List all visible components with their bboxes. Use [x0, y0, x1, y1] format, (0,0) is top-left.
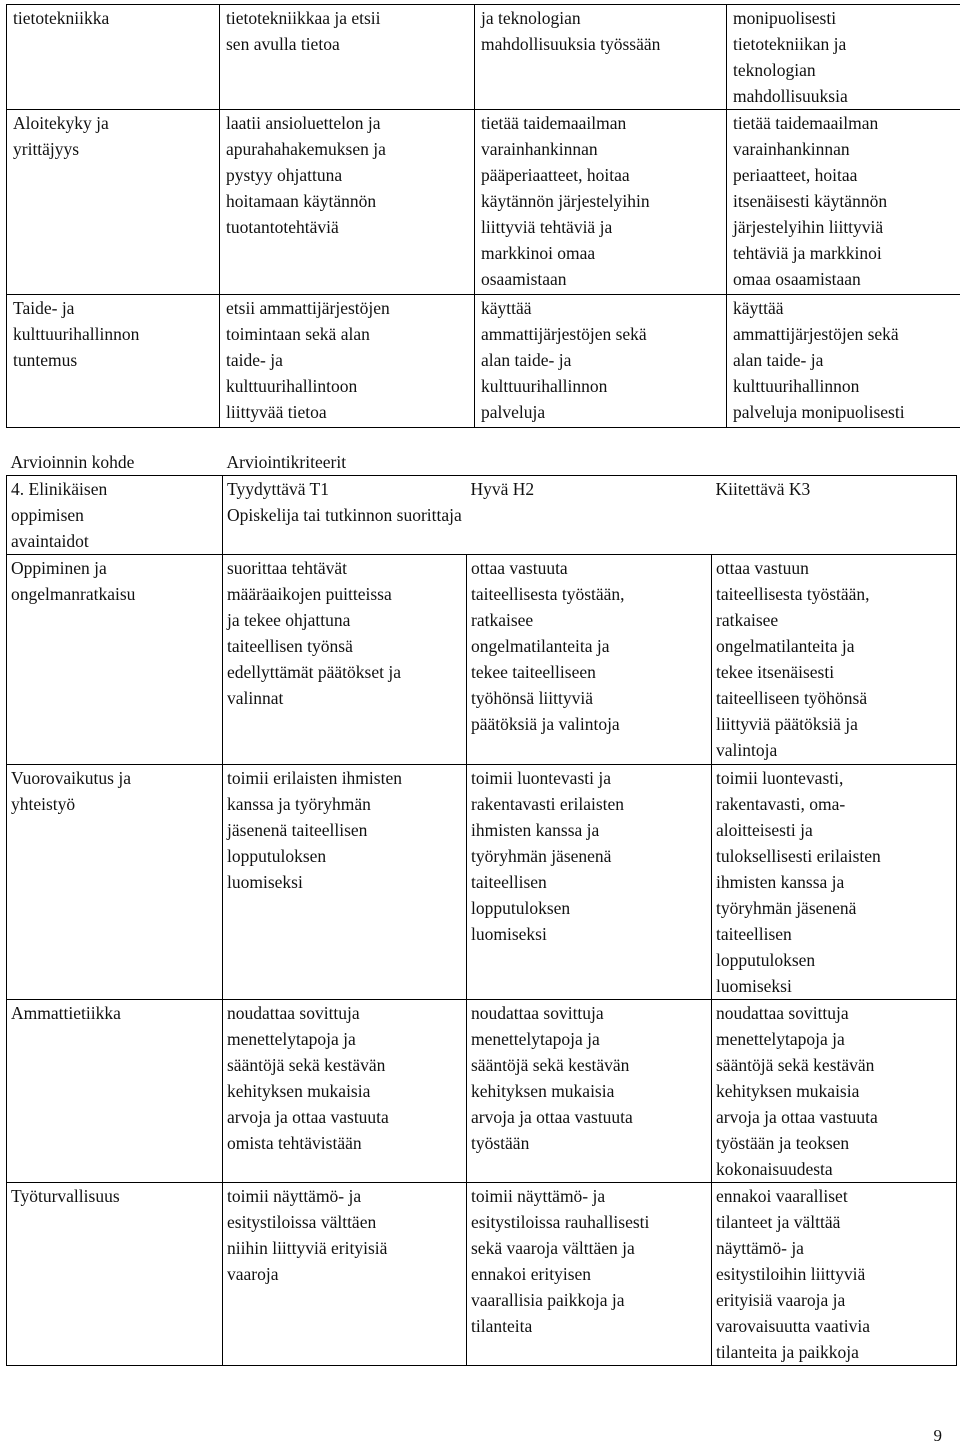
criteria-cell-k3: monipuolisesti tietotekniikan ja teknologian mahdollisuuksia [727, 5, 960, 110]
row-target-cell: tietotekniikka [7, 5, 220, 110]
table-row [7, 765, 957, 1000]
criteria-cell-t1: tietotekniikkaa ja etsii sen avulla tietoa [220, 5, 475, 110]
criteria-cell-t1: toimii erilaisten ihmisten kanssa ja työryhmän jäsenenä taiteellisen lopputuloksen luomiseksi [223, 765, 467, 1000]
criteria-cell-t1: suorittaa tehtävät määräaikojen puitteissa ja tekee ohjattuna taiteellisen työnsä edellyttämät päätökset ja valinnat [223, 555, 467, 765]
grade-k3-label: Kiitettävä K3 [712, 476, 957, 503]
row-target-cell: Aloitekyky ja yrittäjyys [7, 110, 220, 295]
table-row [7, 110, 960, 295]
criteria-cell-k3: käyttää ammattijärjestöjen sekä alan taide- ja kulttuurihallinnon palveluja monipuolisesti [727, 295, 960, 428]
table-row [7, 295, 960, 428]
criteria-cell-h2: noudattaa sovittuja menettelytapoja ja sääntöjä sekä kestävän kehityksen mukaisia arvoja ja ottaa vastuuta työstään [467, 1000, 712, 1183]
criteria-cell-t1: laatii ansioluettelon ja apurahahakemuksen ja pystyy ohjattuna hoitamaan käytännön tuotantotehtäviä [220, 110, 475, 295]
criteria-cell-k3: noudattaa sovittuja menettelytapoja ja sääntöjä sekä kestävän kehityksen mukaisia arvoja ja ottaa vastuuta työstään ja teoksen kokonaisuudesta [712, 1000, 957, 1183]
criteria-cell-t1: toimii näyttämö- ja esitystiloissa välttäen niihin liittyviä erityisiä vaaroja [223, 1183, 467, 1366]
table-row [7, 1183, 957, 1366]
criteria-cell-t1: etsii ammattijärjestöjen toimintaan sekä alan taide- ja kulttuurihallintoon liittyvää tietoa [220, 295, 475, 428]
row-target-cell: Taide- ja kulttuurihallinnon tuntemus [7, 295, 220, 428]
grade-h2-label: Hyvä H2 [467, 476, 712, 503]
row-target-cell: Oppiminen ja ongelmanratkaisu [7, 555, 223, 765]
row-target-cell: Työturvallisuus [7, 1183, 223, 1366]
criteria-cell-k3: toimii luontevasti, rakentavasti, oma- aloitteisesti ja tuloksellisesti erilaisten ihmisten kanssa ja työryhmän jäsenenä taiteellisen lopputuloksen luomiseksi [712, 765, 957, 1000]
table-row [7, 5, 960, 110]
table-row [7, 1000, 957, 1183]
criteria-cell-k3: tietää taidemaailman varainhankinnan periaatteet, hoitaa itsenäisesti käytännön järjestelyihin liittyviä tehtäviä ja markkinoi omaa osaamistaan [727, 110, 960, 295]
section-title: 4. Elinikäisen oppimisen avaintaidot [7, 476, 223, 555]
criteria-cell-h2: toimii luontevasti ja rakentavasti erilaisten ihmisten kanssa ja työryhmän jäsenenä taiteellisen lopputuloksen luomiseksi [467, 765, 712, 1000]
header-target: Arvioinnin kohde [10, 452, 135, 472]
criteria-cell-h2: ottaa vastuuta taiteellisesta työstään, ratkaisee ongelmatilanteita ja tekee taiteelliseen työhönsä liittyviä päätöksiä ja valintoja [467, 555, 712, 765]
performer-label: Opiskelija tai tutkinnon suorittaja [223, 502, 957, 554]
row-target-cell: Ammattietiikka [7, 1000, 223, 1183]
criteria-cell-h2: käyttää ammattijärjestöjen sekä alan taide- ja kulttuurihallinnon palveluja [475, 295, 727, 428]
assessment-criteria-table [6, 449, 957, 1366]
criteria-cell-h2: ja teknologian mahdollisuuksia työssään [475, 5, 727, 110]
criteria-cell-k3: ennakoi vaaralliset tilanteet ja välttää näyttämö- ja esitystiloihin liittyviä erityisiä vaaroja ja varovaisuutta vaativia tilanteita ja paikkoja [712, 1183, 957, 1366]
top-criteria-table [6, 4, 960, 428]
criteria-cell-h2: toimii näyttämö- ja esitystiloissa rauhallisesti sekä vaaroja välttäen ja ennakoi erityisen vaarallisia paikkoja ja tilanteita [467, 1183, 712, 1366]
criteria-cell-k3: ottaa vastuun taiteellisesta työstään, ratkaisee ongelmatilanteita ja tekee itsenäisesti taiteelliseen työhönsä liittyviä päätöksiä ja valintoja [712, 555, 957, 765]
grade-t1-label: Tyydyttävä T1 [223, 476, 467, 503]
criteria-cell-h2: tietää taidemaailman varainhankinnan pääperiaatteet, hoitaa käytännön järjestelyihin liittyviä tehtäviä ja markkinoi omaa osaamistaan [475, 110, 727, 295]
grade-row [7, 476, 957, 503]
page-number: 9 [933, 1426, 942, 1445]
row-target-cell: Vuorovaikutus ja yhteistyö [7, 765, 223, 1000]
table-row [7, 555, 957, 765]
criteria-cell-t1: noudattaa sovittuja menettelytapoja ja sääntöjä sekä kestävän kehityksen mukaisia arvoja ja ottaa vastuuta omista tehtävistään [223, 1000, 467, 1183]
header-criteria: Arviointikriteerit [226, 452, 347, 472]
table-header-row [7, 449, 957, 476]
